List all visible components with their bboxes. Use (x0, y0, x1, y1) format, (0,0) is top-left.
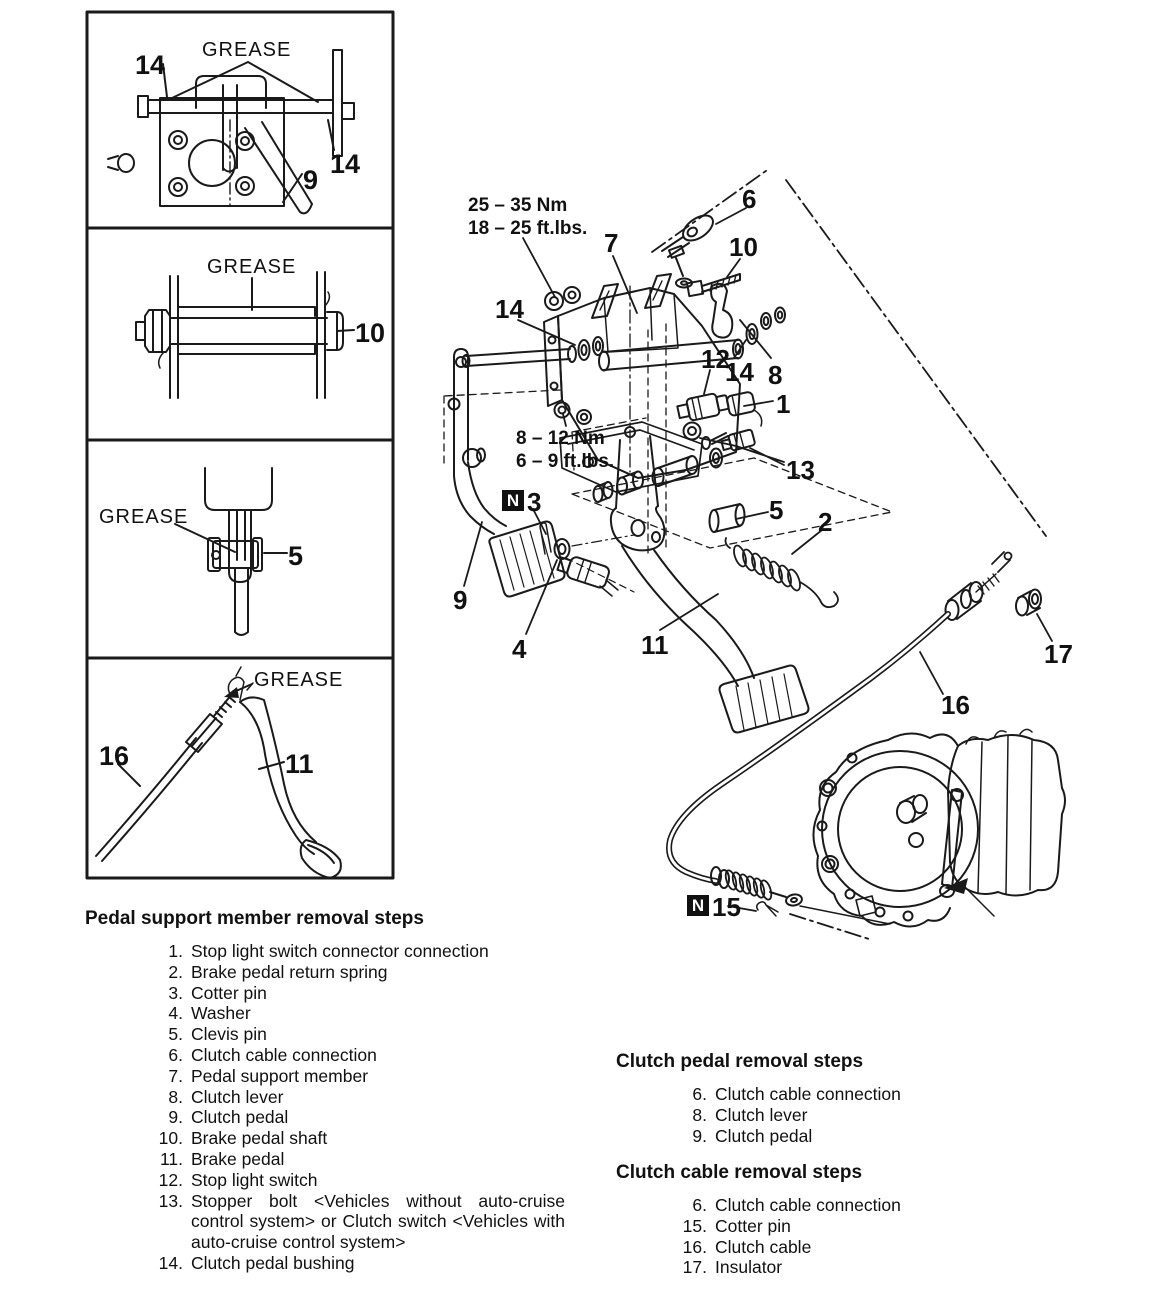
main-diagram-art (444, 168, 1065, 940)
step-item (85, 1045, 565, 1066)
step-text: Insulator (715, 1257, 783, 1278)
torque-imperial: 18 – 25 ft.lbs. (468, 218, 588, 239)
step-text: Clutch pedal bushing (191, 1252, 355, 1273)
step-text: Brake pedal shaft (191, 1128, 328, 1149)
step-text: Clutch cable (715, 1236, 812, 1257)
note-marker-n: N (687, 895, 709, 916)
step-number: 9. (692, 1125, 707, 1146)
step-number: 6. (692, 1084, 707, 1104)
part-label-8: 8 (768, 360, 783, 390)
step-text: Stop light switch (191, 1169, 318, 1190)
part-label-3: 3 (527, 487, 542, 517)
step-text: Brake pedal return spring (191, 961, 388, 982)
leader-lines (464, 208, 1052, 911)
step-number: 14. (158, 1252, 183, 1273)
part-label-9: 9 (453, 585, 468, 615)
grease-label: GREASE (207, 256, 297, 278)
step-text: Stopper bolt <Vehicles without auto-cruise control system> or Clutch switch <Vehicles with auto-cruise control system> (191, 1190, 565, 1253)
part-label-17: 17 (1044, 639, 1073, 669)
step-number: 10. (158, 1128, 183, 1149)
part-label-9: 9 (303, 165, 319, 195)
inset3-art (175, 468, 287, 635)
step-text: Clevis pin (191, 1024, 267, 1045)
step-item (616, 1126, 1036, 1147)
part-label-2: 2 (818, 507, 833, 537)
step-text: Washer (191, 1003, 251, 1024)
part-label-10: 10 (729, 232, 758, 262)
steps-list (85, 941, 565, 1274)
torque-metric: 8 – 12 Nm (516, 428, 605, 449)
step-text: Clutch pedal (715, 1125, 813, 1146)
section-title: Clutch pedal removal steps (616, 1051, 864, 1072)
step-item (616, 1216, 1036, 1237)
step-item (85, 1128, 565, 1149)
step-number: 11. (159, 1148, 183, 1169)
part-label-16: 16 (99, 741, 130, 771)
step-text: Stop light switch connector connection (191, 941, 489, 961)
step-number: 9. (168, 1107, 183, 1128)
part-label-4: 4 (512, 634, 527, 664)
step-item (85, 1066, 565, 1087)
clutch-pedal-removal-section (616, 1051, 1036, 1146)
inset2-art (136, 272, 354, 398)
step-number: 1. (168, 941, 183, 961)
step-text: Clutch lever (191, 1086, 284, 1107)
step-item (85, 983, 565, 1004)
step-item (616, 1084, 1036, 1105)
step-item (85, 1003, 565, 1024)
grease-label: GREASE (254, 669, 344, 691)
part-label-12: 12 (701, 344, 730, 374)
step-item (616, 1195, 1036, 1216)
step-item (85, 941, 565, 962)
torque-spec-upper (468, 194, 587, 240)
step-item (85, 1170, 565, 1191)
step-item (85, 1191, 565, 1253)
part-label-15: 15 (712, 892, 741, 922)
step-text: Clutch lever (715, 1104, 808, 1125)
step-number: 8. (168, 1086, 183, 1107)
step-number: 7. (168, 1065, 183, 1086)
step-item (85, 1087, 565, 1108)
grease-label: GREASE (99, 506, 189, 528)
step-item (85, 1107, 565, 1128)
step-item (616, 1257, 1036, 1278)
torque-metric: 25 – 35 Nm (468, 195, 568, 216)
step-number: 4. (168, 1003, 183, 1024)
pedal-support-removal-section (85, 908, 565, 1274)
step-item (85, 962, 565, 983)
step-text: Cotter pin (191, 982, 267, 1003)
step-text: Clutch cable connection (715, 1084, 901, 1104)
step-item (85, 1253, 565, 1274)
step-text: Clutch pedal (191, 1107, 289, 1128)
step-number: 16. (682, 1236, 707, 1257)
part-label-5: 5 (288, 541, 304, 571)
step-number: 12. (158, 1169, 183, 1190)
step-number: 3. (168, 982, 183, 1003)
part-label-14: 14 (725, 357, 754, 387)
step-item (616, 1105, 1036, 1126)
step-number: 8. (692, 1104, 707, 1125)
step-text: Pedal support member (191, 1065, 369, 1086)
part-label-14: 14 (135, 50, 166, 80)
step-number: 13. (158, 1190, 183, 1211)
step-text: Cotter pin (715, 1215, 791, 1236)
torque-imperial: 6 – 9 ft.lbs. (516, 451, 615, 472)
part-label-11: 11 (641, 630, 669, 660)
step-number: 5. (168, 1024, 183, 1045)
torque-spec-lower (516, 427, 614, 473)
step-text: Clutch cable connection (715, 1195, 901, 1215)
steps-list (616, 1084, 1036, 1146)
part-label-7: 7 (604, 228, 619, 258)
part-label-6: 6 (742, 184, 757, 214)
step-number: 6. (168, 1044, 183, 1065)
step-item (85, 1149, 565, 1170)
part-label-13: 13 (786, 455, 815, 485)
part-label-5: 5 (769, 495, 784, 525)
step-number: 15. (682, 1215, 707, 1236)
grease-label: GREASE (202, 39, 292, 61)
part-label-1: 1 (776, 389, 791, 419)
step-item (85, 1024, 565, 1045)
step-text: Brake pedal (191, 1148, 285, 1169)
section-title: Pedal support member removal steps (85, 908, 424, 929)
clutch-cable-removal-section (616, 1162, 1036, 1278)
step-number: 2. (168, 961, 183, 982)
step-number: 6. (692, 1195, 707, 1215)
inset-frames (87, 12, 393, 878)
step-number: 17. (682, 1257, 707, 1278)
part-label-16: 16 (941, 690, 970, 720)
part-label-14: 14 (495, 294, 524, 324)
step-text: Clutch cable connection (191, 1044, 377, 1065)
part-label-11: 11 (285, 749, 314, 779)
part-label-14: 14 (330, 149, 361, 179)
step-item (616, 1237, 1036, 1258)
steps-list (616, 1195, 1036, 1278)
section-title: Clutch cable removal steps (616, 1162, 863, 1183)
part-label-10: 10 (355, 318, 386, 348)
note-marker-n: N (502, 490, 524, 511)
